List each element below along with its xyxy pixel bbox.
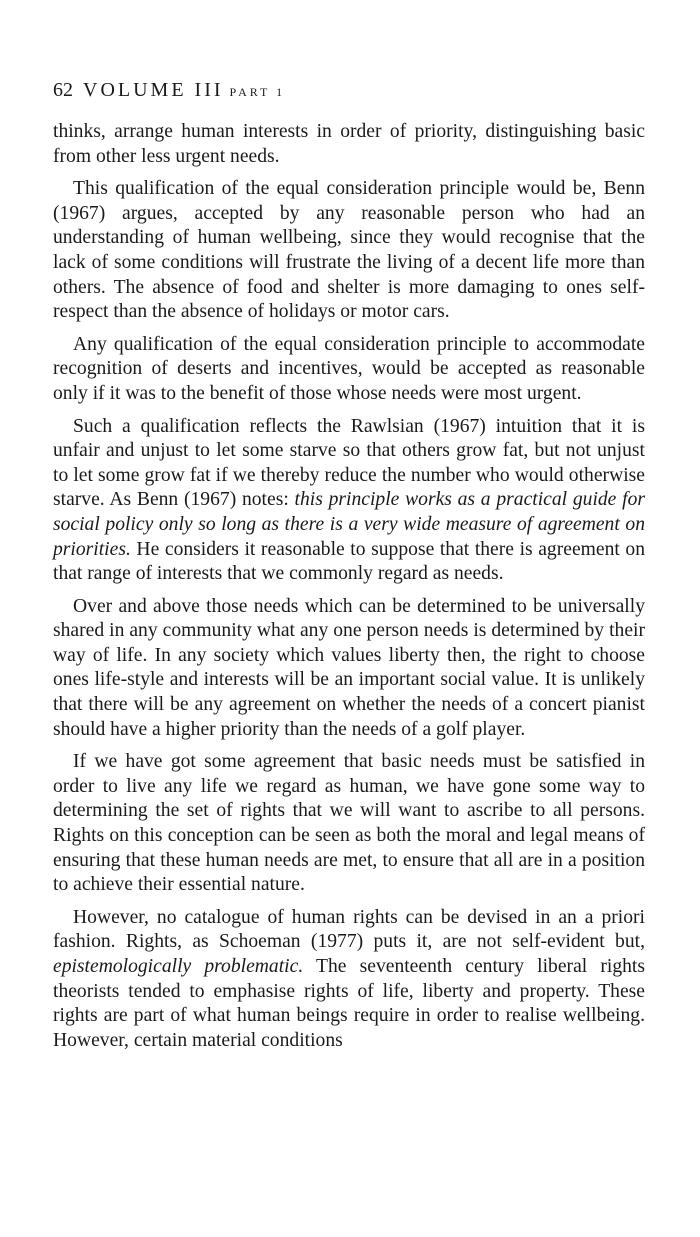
running-head <box>53 76 645 106</box>
paragraph-3: Any qualification of the equal consideration principle to accommodate recognition of deserts and incentives, would be accepted as reasonable only if it was to the benefit of those whose needs were most urgent. <box>53 333 645 404</box>
paragraph-1: thinks, arrange human interests in order of priority, distinguishing basic from other less urgent needs. <box>53 121 645 167</box>
paragraph-7-emphasis: epistemologically problematic. <box>53 956 304 977</box>
paragraph-4 <box>53 415 645 587</box>
paragraph-5: Over and above those needs which can be determined to be universally shared in any community what any one person needs is determined by their way of life. In any society which values liberty then, the right to choose ones life-style and interests will be an important social value. It is unlikely that there will be any agreement on whether the needs of a concert pianist should have a higher priority than the needs of a golf player. <box>53 595 645 740</box>
paragraph-4-text-b: He considers it reasonable to suppose that there is agreement on that range of interests that we commonly regard as needs. <box>53 538 645 585</box>
paragraph-4-text-a: Such a qualification reflects the Rawlsian (1967) intuition that it is unfair and unjust to let some starve so that others grow fat, but not unjust to let some grow fat if we thereby reduce the number who would otherwise starve. As Benn (1967) notes: <box>53 415 645 511</box>
book-page <box>53 76 645 1061</box>
paragraph-7 <box>53 906 645 1054</box>
paragraph-4-quote: this principle works as a practical guide for social policy only so long as there is a very wide measure of agreement on priorities. <box>53 489 645 560</box>
part-label: PART 1 <box>229 85 286 99</box>
page-number: 62 <box>53 79 73 101</box>
paragraph-6: If we have got some agreement that basic needs must be satisfied in order to live any life we regard as human, we have gone some way to determining the set of rights that we will want to ascribe to all persons. Rights on this conception can be seen as both the moral and legal means of ensuring that these human needs are met, to ensure that all are in a position to achieve their essential nature. <box>53 751 645 896</box>
paragraph-2: This qualification of the equal consideration principle would be, Benn (1967) argues, accepted by any reasonable person who had an understanding of human wellbeing, since they would recognise that the lack of some conditions will frustrate the living of a decent life more than others. The absence of food and shelter is more damaging to ones self-respect than the absence of holidays or motor cars. <box>53 178 645 323</box>
paragraph-7-text-a: However, no catalogue of human rights can be devised in an a priori fashion. Rights, as Schoeman (1977) puts it, are not self-evident but, <box>53 906 645 953</box>
paragraph-7-text-b: The seventeenth century liberal rights theorists tended to emphasise rights of life, liberty and property. These rights are part of what human beings require in order to realise wellbeing. However, certain material conditions <box>53 956 645 1051</box>
volume-label: VOLUME III <box>83 79 224 101</box>
